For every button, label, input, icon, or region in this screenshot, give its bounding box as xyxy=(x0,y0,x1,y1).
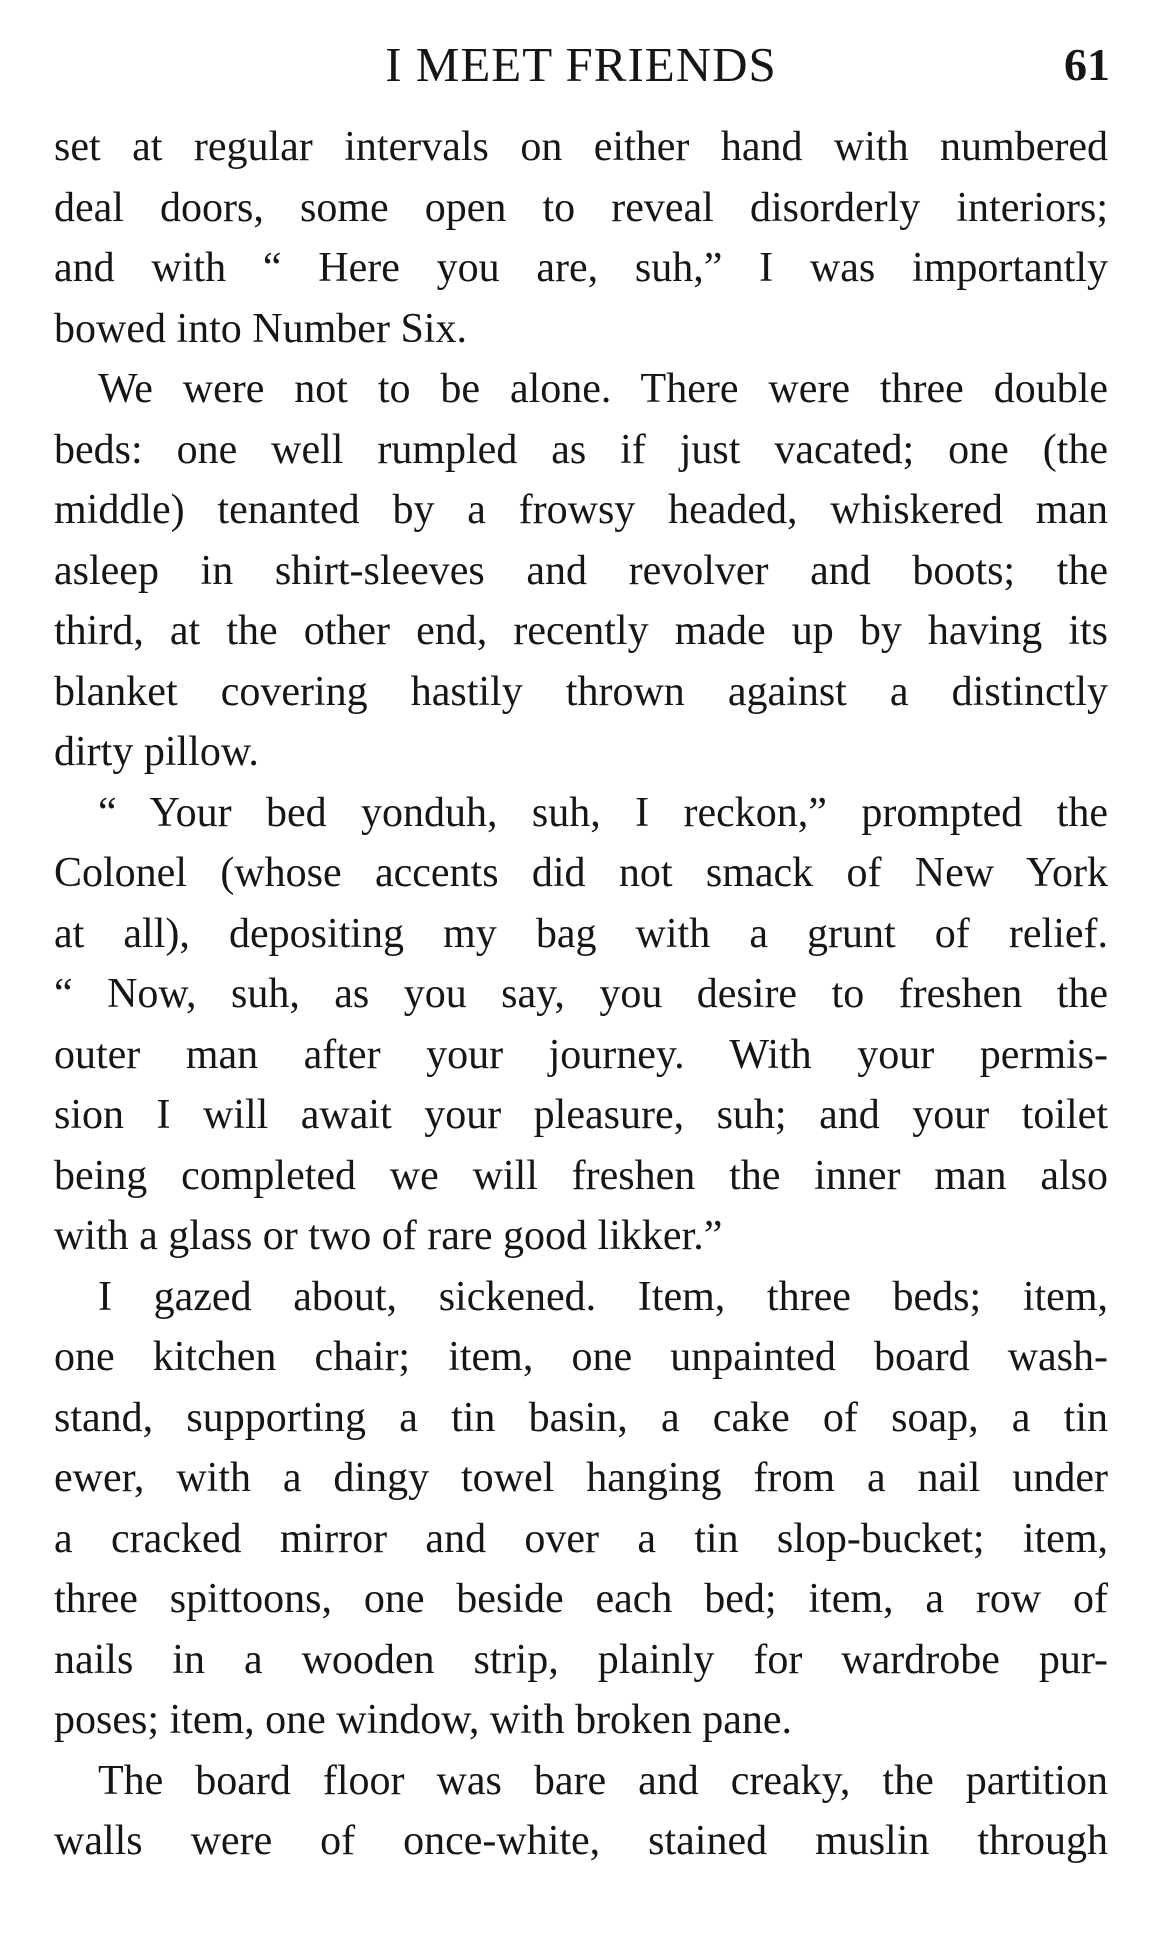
text-line: a cracked mirror and over a tin slop-bucket; item, xyxy=(54,1515,1108,1562)
text-line: “ Your bed yonduh, suh, I reckon,” prompted the xyxy=(98,789,1108,836)
text-line: poses; item, one window, with broken pane. xyxy=(54,1697,792,1743)
text-line: outer man after your journey. With your permis- xyxy=(54,1031,1108,1078)
paragraph-4 xyxy=(54,1267,1108,1751)
text-line: third, at the other end, recently made up by having its xyxy=(54,608,1108,654)
text-line: nails in a wooden strip, plainly for wardrobe pur- xyxy=(54,1636,1108,1683)
text-line: three spittoons, one beside each bed; item, a row of xyxy=(54,1576,1108,1622)
text-line: I gazed about, sickened. Item, three beds; item, xyxy=(98,1273,1108,1320)
text-line: one kitchen chair; item, one unpainted board wash- xyxy=(54,1334,1108,1380)
text-line: walls were of once-white, stained muslin through xyxy=(54,1818,1108,1864)
paragraph-5 xyxy=(54,1751,1108,1872)
text-line: dirty pillow. xyxy=(54,729,259,775)
text-line: and with “ Here you are, suh,” I was importantly xyxy=(54,245,1108,291)
text-line: We were not to be alone. There were three double xyxy=(98,366,1108,412)
text-line: bowed into Number Six. xyxy=(54,305,467,352)
text-line: ewer, with a dingy towel hanging from a nail under xyxy=(54,1455,1108,1501)
paragraph-3 xyxy=(54,783,1108,1267)
text-line: asleep in shirt-sleeves and revolver and boots; the xyxy=(54,547,1108,594)
text-line: Colonel (whose accents did not smack of New York xyxy=(54,850,1108,896)
running-head xyxy=(52,30,1110,100)
text-line: stand, supporting a tin basin, a cake of soap, a tin xyxy=(54,1394,1108,1441)
text-line: beds: one well rumpled as if just vacated; one (the xyxy=(54,426,1108,473)
text-line: blanket covering hastily thrown against a distinctly xyxy=(54,668,1108,715)
paragraph-2 xyxy=(54,359,1108,783)
text-line: at all), depositing my bag with a grunt of relief. xyxy=(54,910,1108,957)
text-line: The board floor was bare and creaky, the partition xyxy=(98,1757,1108,1804)
paragraph-1 xyxy=(54,117,1108,359)
running-title: I MEET FRIENDS xyxy=(385,37,777,92)
body-text xyxy=(54,117,1108,1872)
text-line: being completed we will freshen the inner man also xyxy=(54,1152,1108,1199)
text-line: sion I will await your pleasure, suh; and your toilet xyxy=(54,1092,1108,1138)
text-line: with a glass or two of rare good likker.” xyxy=(54,1213,723,1259)
text-line: middle) tenanted by a frowsy headed, whiskered man xyxy=(54,487,1108,533)
page-number: 61 xyxy=(1064,39,1110,90)
text-line: deal doors, some open to reveal disorderly interiors; xyxy=(54,184,1108,231)
text-line: set at regular intervals on either hand with numbered xyxy=(54,124,1108,170)
text-line: “ Now, suh, as you say, you desire to freshen the xyxy=(54,971,1108,1017)
